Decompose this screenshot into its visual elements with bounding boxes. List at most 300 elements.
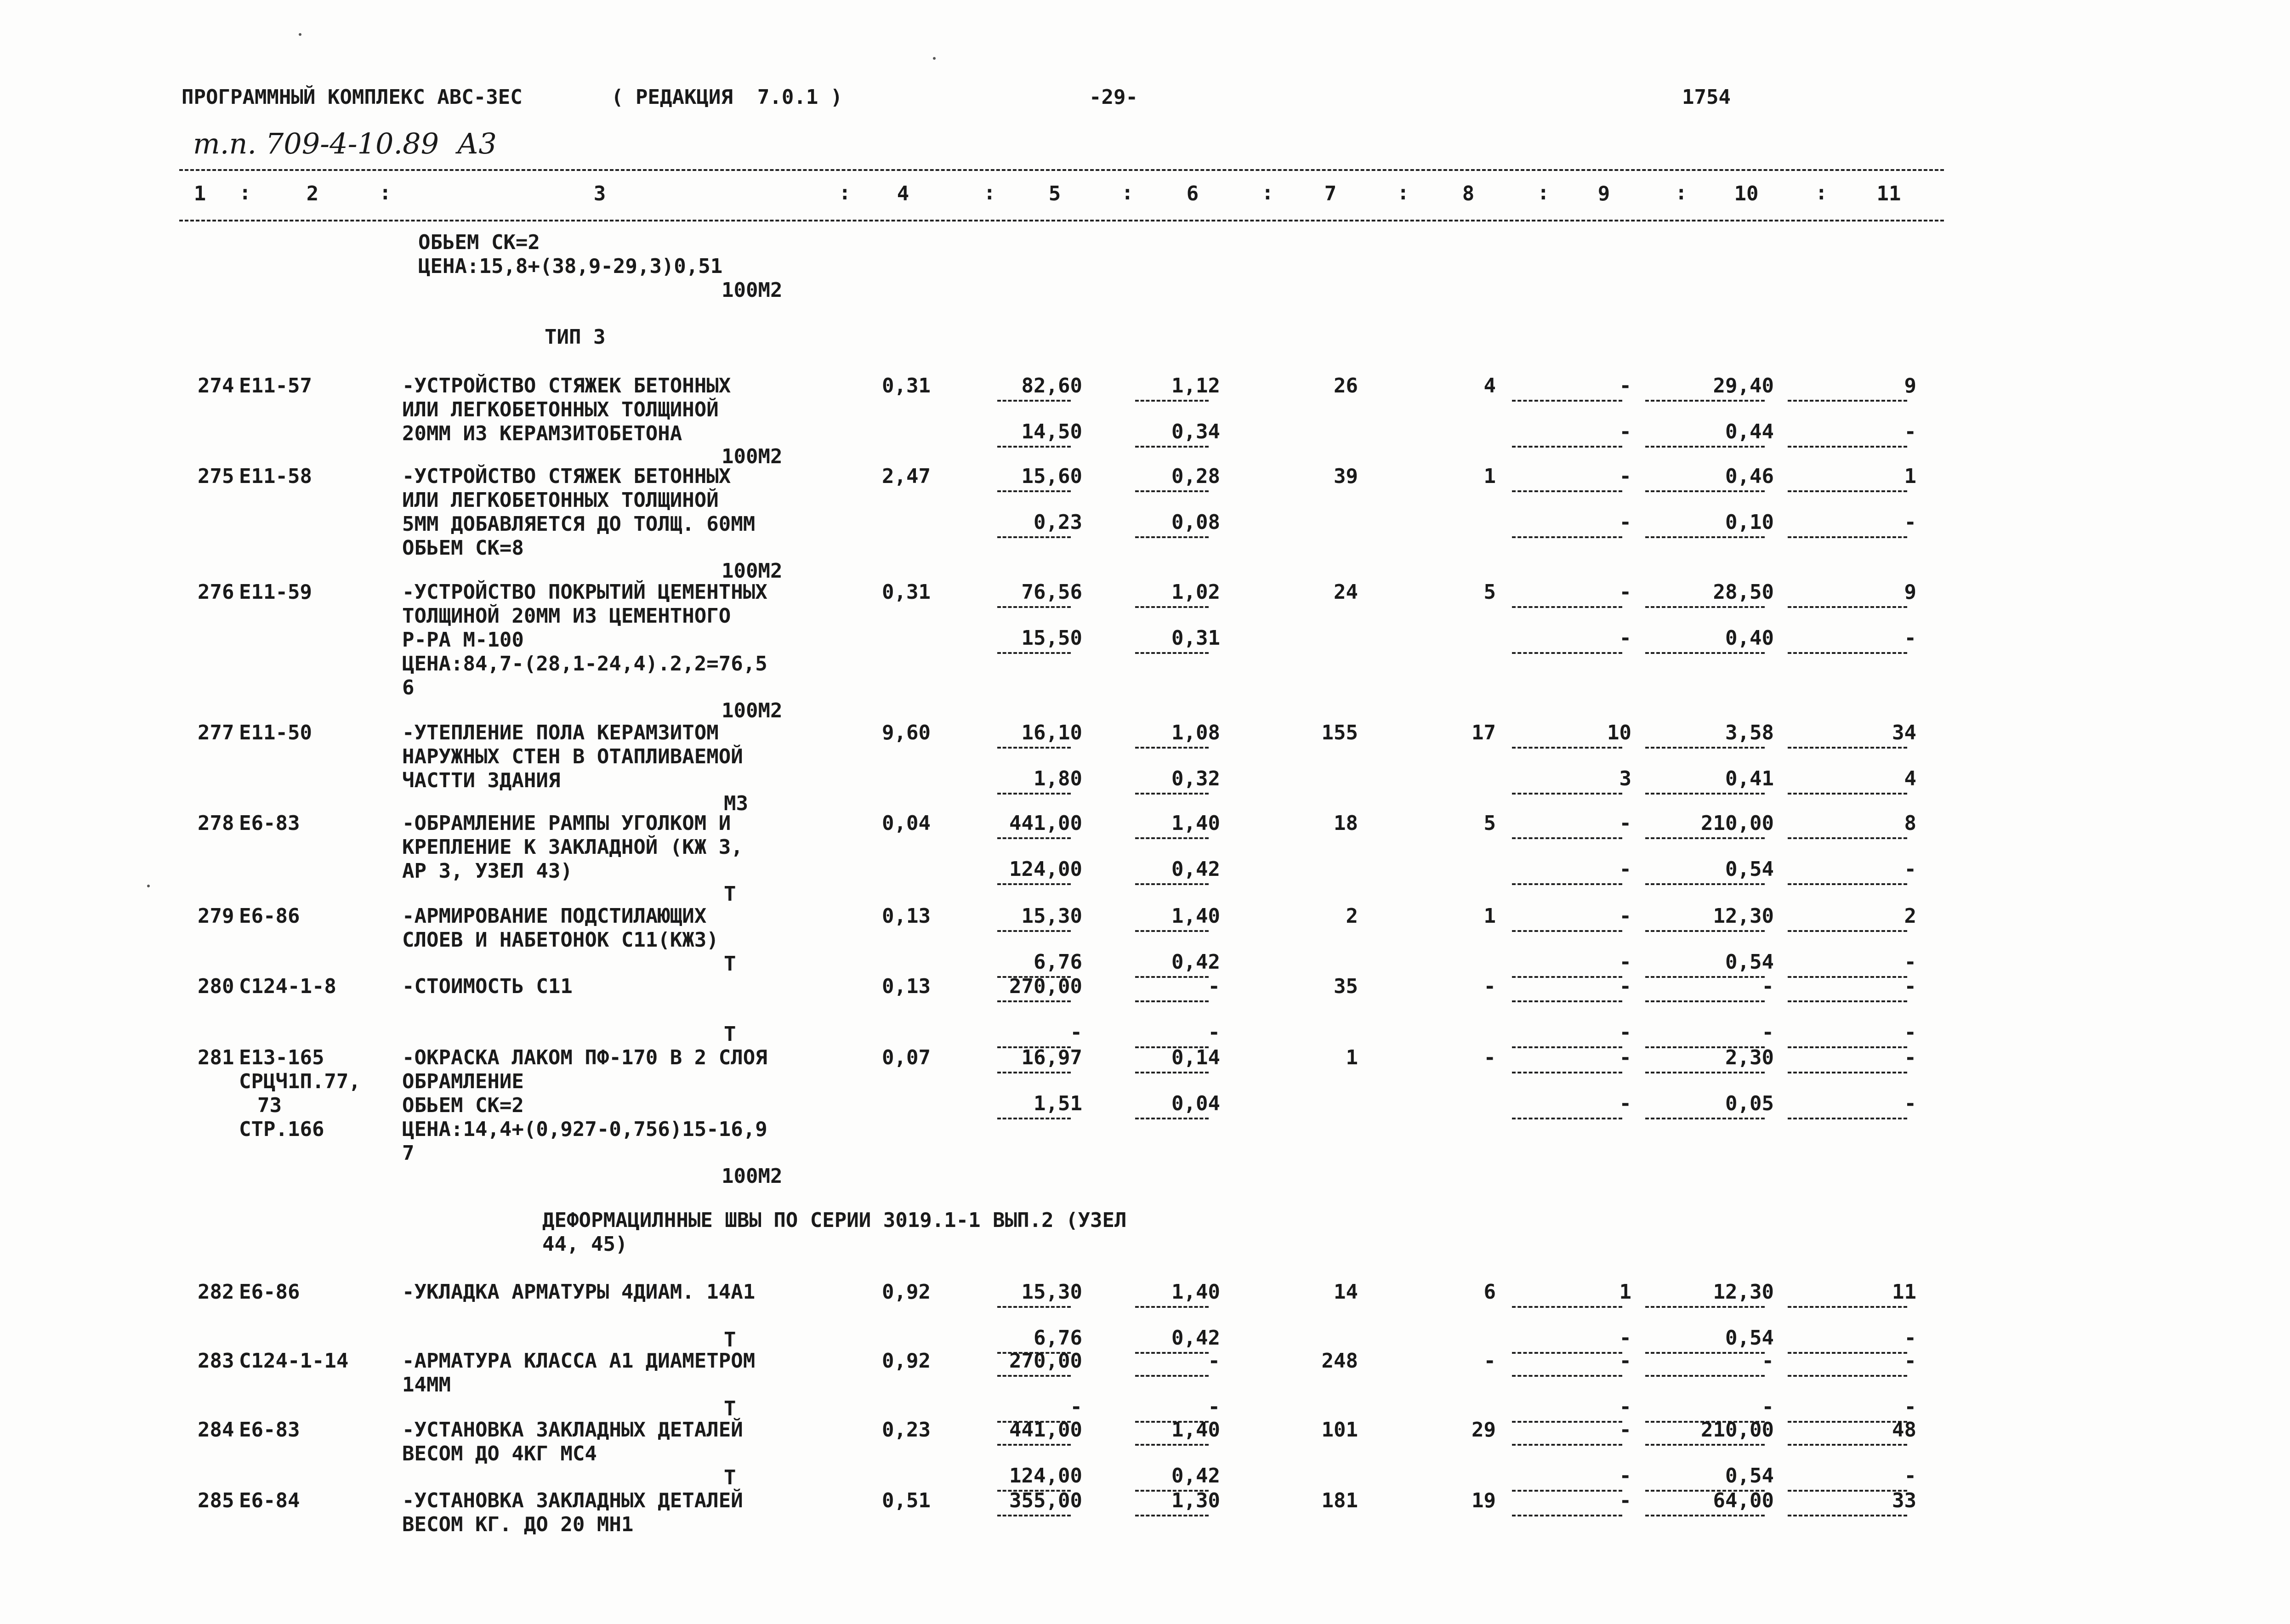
section-title-deform-line2: 44, 45): [542, 1232, 628, 1256]
row-c4: 0,13: [882, 904, 931, 928]
row-c4: 0,92: [882, 1349, 931, 1373]
value-underline: [1135, 747, 1209, 749]
value-underline: [1788, 1515, 1907, 1516]
row-c6: -: [1208, 1349, 1220, 1373]
value-underline: [1788, 930, 1907, 932]
row-number: 276: [198, 580, 234, 604]
row-description: ОБЬЕМ СК=8: [402, 536, 524, 560]
row-c4: 0,31: [882, 374, 931, 397]
row-code: С124-1-14: [239, 1349, 349, 1373]
row-b6: 0,32: [1171, 767, 1220, 790]
row-c10: 12,30: [1713, 904, 1774, 928]
row-b9: -: [1619, 857, 1631, 881]
value-underline: [1645, 1375, 1765, 1377]
row-b11: -: [1904, 1092, 1916, 1115]
row-b6: 0,31: [1171, 626, 1220, 650]
row-number: 284: [198, 1418, 234, 1442]
row-description: ЦЕНА:84,7-(28,1-24,4).2,2=76,5: [402, 652, 767, 676]
value-underline: [1512, 793, 1622, 795]
row-c10: 2,30: [1725, 1046, 1774, 1069]
row-c10: -: [1762, 975, 1774, 998]
row-b9: -: [1619, 1326, 1631, 1350]
row-b6: 0,04: [1171, 1092, 1220, 1115]
row-c6: 1,02: [1171, 580, 1220, 604]
row-c4: 0,31: [882, 580, 931, 604]
row-b5: 1,51: [1034, 1092, 1082, 1115]
column-separator: :: [1397, 181, 1409, 204]
row-number: 274: [198, 374, 234, 397]
page-number: -29-: [1089, 85, 1138, 109]
row-c10: 12,30: [1713, 1280, 1774, 1304]
value-underline: [1645, 536, 1765, 538]
value-underline: [1788, 747, 1907, 749]
column-header-8: 8: [1462, 182, 1475, 205]
row-unit: Т: [724, 952, 736, 976]
row-description: Р-РА М-100: [402, 628, 524, 652]
row-description: -АРМИРОВАНИЕ ПОДСТИЛАЮЩИХ: [402, 904, 707, 928]
value-underline: [1135, 1000, 1209, 1002]
row-c7: 26: [1334, 374, 1358, 397]
row-b10: -: [1762, 1395, 1774, 1419]
row-description: -УСТАНОВКА ЗАКЛАДНЫХ ДЕТАЛЕЙ: [402, 1489, 743, 1512]
column-separator: :: [1261, 181, 1274, 204]
column-separator: :: [1121, 181, 1134, 204]
column-header-9: 9: [1597, 182, 1610, 205]
row-c7: 101: [1321, 1418, 1358, 1442]
value-underline: [1788, 1306, 1907, 1308]
row-b5: 15,50: [1021, 626, 1082, 650]
value-underline: [1512, 1444, 1622, 1446]
row-description: -ОБРАМЛЕНИЕ РАМПЫ УГОЛКОМ И: [402, 812, 731, 835]
row-code: Е11-57: [239, 374, 312, 397]
row-c9: -: [1619, 975, 1631, 998]
row-code: Е11-50: [239, 721, 312, 744]
value-underline: [1512, 1515, 1622, 1516]
program-title: ПРОГРАММНЫЙ КОМПЛЕКС АВС-3ЕС: [182, 85, 523, 109]
value-underline: [1645, 1072, 1765, 1073]
value-underline: [1512, 1000, 1622, 1002]
row-b9: -: [1619, 1021, 1631, 1044]
row-b6: 0,42: [1171, 950, 1220, 974]
row-code: Е13-165: [239, 1046, 324, 1069]
value-underline: [997, 793, 1071, 795]
value-underline: [1512, 536, 1622, 538]
row-b9: -: [1619, 1092, 1631, 1115]
row-c6: 1,08: [1171, 721, 1220, 744]
row-description: КРЕПЛЕНИЕ К ЗАКЛАДНОЙ (КЖ 3,: [402, 835, 743, 859]
row-description: -АРМАТУРА КЛАССА А1 ДИАМЕТРОМ: [402, 1349, 756, 1373]
row-description: АР 3, УЗЕЛ 43): [402, 859, 573, 883]
row-description: -СТОИМОСТЬ С11: [402, 975, 573, 998]
row-description: ЦЕНА:14,4+(0,927-0,756)15-16,9: [402, 1118, 767, 1141]
column-separator: :: [1537, 181, 1550, 204]
row-c5: 270,00: [1009, 1349, 1082, 1373]
row-number: 275: [198, 465, 234, 488]
row-description: ВЕСОМ КГ. ДО 20 МН1: [402, 1513, 634, 1536]
row-b5: -: [1070, 1395, 1082, 1419]
column-separator: :: [1815, 181, 1828, 204]
value-underline: [997, 1072, 1071, 1073]
row-b6: 0,34: [1171, 420, 1220, 443]
value-underline: [1645, 883, 1765, 885]
row-code: Е6-83: [239, 812, 300, 835]
scan-speck: [147, 885, 150, 887]
value-underline: [1645, 446, 1765, 448]
value-underline: [1135, 400, 1209, 402]
row-description: 7: [402, 1141, 415, 1165]
row-unit: Т: [724, 1466, 736, 1489]
preamble-price: ЦЕНА:15,8+(38,9-29,3)0,51: [418, 255, 723, 278]
row-c8: 4: [1483, 374, 1496, 397]
row-c11: -: [1904, 1046, 1916, 1069]
row-b10: 0,40: [1725, 626, 1774, 650]
row-c10: 210,00: [1701, 812, 1774, 835]
row-description: ОБЬЕМ СК=2: [402, 1094, 524, 1117]
value-underline: [1645, 1444, 1765, 1446]
value-underline: [997, 837, 1071, 839]
value-underline: [1512, 747, 1622, 749]
row-b9: 3: [1619, 767, 1631, 790]
row-c10: -: [1762, 1349, 1774, 1373]
column-header-7: 7: [1324, 182, 1337, 205]
row-c10: 29,40: [1713, 374, 1774, 397]
row-c11: 1: [1904, 465, 1916, 488]
row-c9: -: [1619, 1418, 1631, 1442]
value-underline: [1788, 837, 1907, 839]
row-c4: 0,92: [882, 1280, 931, 1304]
row-c9: -: [1619, 1046, 1631, 1069]
column-header-1: 1: [193, 182, 206, 205]
row-c7: 14: [1334, 1280, 1358, 1304]
header-bottom-rule: [179, 220, 1944, 224]
value-underline: [1512, 1118, 1622, 1119]
row-c7: 248: [1321, 1349, 1358, 1373]
column-header-5: 5: [1048, 182, 1061, 205]
row-c8: 1: [1483, 465, 1496, 488]
row-unit: 100М2: [722, 1164, 783, 1188]
row-unit: 100М2: [722, 699, 783, 722]
row-b11: -: [1904, 1464, 1916, 1488]
row-b10: -: [1762, 1021, 1774, 1044]
row-b11: -: [1904, 857, 1916, 881]
row-description: НАРУЖНЫХ СТЕН В ОТАПЛИВАЕМОЙ: [402, 745, 743, 768]
value-underline: [1788, 606, 1907, 608]
row-c6: 0,14: [1171, 1046, 1220, 1069]
row-c4: 2,47: [882, 465, 931, 488]
value-underline: [1645, 793, 1765, 795]
row-b6: 0,42: [1171, 1464, 1220, 1488]
row-description: ВЕСОМ ДО 4КГ МС4: [402, 1442, 597, 1465]
value-underline: [1135, 793, 1209, 795]
row-description: -УСТРОЙСТВО СТЯЖЕК БЕТОННЫХ: [402, 465, 731, 488]
row-c11: 8: [1904, 812, 1916, 835]
row-b6: -: [1208, 1021, 1220, 1044]
column-separator: :: [379, 181, 392, 204]
row-c9: -: [1619, 1349, 1631, 1373]
row-b10: 0,54: [1725, 857, 1774, 881]
row-c5: 441,00: [1009, 812, 1082, 835]
row-c6: 0,28: [1171, 465, 1220, 488]
value-underline: [1135, 490, 1209, 492]
value-underline: [1512, 400, 1622, 402]
value-underline: [1512, 606, 1622, 608]
handwritten-note: т.п. 709-4-10.89 А3: [193, 127, 497, 160]
value-underline: [997, 1306, 1071, 1308]
row-code: Е6-84: [239, 1489, 300, 1512]
row-b10: 0,10: [1725, 511, 1774, 534]
row-b11: -: [1904, 1021, 1916, 1044]
value-underline: [1645, 1306, 1765, 1308]
row-c7: 18: [1334, 812, 1358, 835]
value-underline: [1788, 400, 1907, 402]
value-underline: [1788, 536, 1907, 538]
row-c5: 15,30: [1021, 1280, 1082, 1304]
row-c5: 82,60: [1021, 374, 1082, 397]
value-underline: [997, 490, 1071, 492]
row-description: ОБРАМЛЕНИЕ: [402, 1070, 524, 1093]
value-underline: [1135, 930, 1209, 932]
section-title-type3: ТИП 3: [545, 325, 606, 349]
row-c7: 2: [1346, 904, 1358, 928]
row-c11: 11: [1892, 1280, 1916, 1304]
row-code: Е6-86: [239, 1280, 300, 1304]
row-unit: Т: [724, 882, 736, 906]
section-title-deform-line1: ДЕФОРМАЦИЛННЫЕ ШВЫ ПО СЕРИИ 3019.1-1 ВЫП.2 (УЗЕЛ: [542, 1209, 1127, 1232]
value-underline: [997, 883, 1071, 885]
row-b10: 0,54: [1725, 1326, 1774, 1350]
row-c10: 3,58: [1725, 721, 1774, 744]
row-b5: -: [1070, 1021, 1082, 1044]
column-header-3: 3: [593, 182, 606, 205]
row-c6: -: [1208, 975, 1220, 998]
value-underline: [997, 1118, 1071, 1119]
row-c4: 0,51: [882, 1489, 931, 1512]
row-c8: 1: [1483, 904, 1496, 928]
row-b5: 0,23: [1034, 511, 1082, 534]
value-underline: [1788, 1375, 1907, 1377]
row-description: ИЛИ ЛЕГКОБЕТОННЫХ ТОЛЩИНОЙ: [402, 398, 719, 421]
row-c8: 19: [1472, 1489, 1496, 1512]
value-underline: [1788, 793, 1907, 795]
row-c5: 16,10: [1021, 721, 1082, 744]
row-unit: Т: [724, 1328, 736, 1351]
row-c8: 5: [1483, 580, 1496, 604]
row-c6: 1,40: [1171, 1280, 1220, 1304]
row-b10: 0,54: [1725, 1464, 1774, 1488]
row-c9: -: [1619, 374, 1631, 397]
row-c9: -: [1619, 812, 1631, 835]
row-code: Е6-83: [239, 1418, 300, 1442]
value-underline: [997, 747, 1071, 749]
row-c6: 1,30: [1171, 1489, 1220, 1512]
value-underline: [997, 446, 1071, 448]
row-c8: 5: [1483, 812, 1496, 835]
value-underline: [1512, 837, 1622, 839]
row-description: ТОЛЩИНОЙ 20ММ ИЗ ЦЕМЕНТНОГО: [402, 604, 731, 628]
row-c10: 64,00: [1713, 1489, 1774, 1512]
scan-speck: [299, 33, 301, 36]
row-description: ИЛИ ЛЕГКОБЕТОННЫХ ТОЛЩИНОЙ: [402, 488, 719, 512]
row-b11: 4: [1904, 767, 1916, 790]
row-b9: -: [1619, 420, 1631, 443]
column-header-6: 6: [1186, 182, 1199, 205]
row-description: ЧАСТТИ ЗДАНИЯ: [402, 769, 561, 792]
row-c7: 181: [1321, 1489, 1358, 1512]
row-c11: 9: [1904, 580, 1916, 604]
row-c7: 24: [1334, 580, 1358, 604]
row-c11: -: [1904, 975, 1916, 998]
value-underline: [1645, 652, 1765, 654]
row-b10: 0,44: [1725, 420, 1774, 443]
value-underline: [1135, 652, 1209, 654]
row-b5: 124,00: [1009, 1464, 1082, 1488]
value-underline: [1645, 837, 1765, 839]
value-underline: [1135, 1072, 1209, 1073]
row-b5: 6,76: [1034, 1326, 1082, 1350]
value-underline: [1512, 652, 1622, 654]
row-c5: 15,60: [1021, 465, 1082, 488]
header-top-rule: [179, 169, 1944, 173]
row-number: 277: [198, 721, 234, 744]
row-code: Е11-58: [239, 465, 312, 488]
value-underline: [1645, 747, 1765, 749]
value-underline: [1788, 1444, 1907, 1446]
row-b9: -: [1619, 626, 1631, 650]
row-c4: 0,23: [882, 1418, 931, 1442]
value-underline: [1512, 446, 1622, 448]
value-underline: [1645, 606, 1765, 608]
row-b11: -: [1904, 1326, 1916, 1350]
value-underline: [1135, 536, 1209, 538]
row-b10: 0,54: [1725, 950, 1774, 974]
value-underline: [997, 1375, 1071, 1377]
value-underline: [1645, 1118, 1765, 1119]
value-underline: [1135, 606, 1209, 608]
row-c6: 1,40: [1171, 904, 1220, 928]
row-c10: 0,46: [1725, 465, 1774, 488]
row-c9: -: [1619, 465, 1631, 488]
row-c4: 9,60: [882, 721, 931, 744]
row-c6: 1,40: [1171, 1418, 1220, 1442]
row-description: 6: [402, 676, 415, 699]
row-c8: 29: [1472, 1418, 1496, 1442]
row-c8: 17: [1472, 721, 1496, 744]
row-number: 285: [198, 1489, 234, 1512]
row-b11: -: [1904, 420, 1916, 443]
column-header-4: 4: [897, 182, 909, 205]
row-description: -УСТАНОВКА ЗАКЛАДНЫХ ДЕТАЛЕЙ: [402, 1418, 743, 1442]
value-underline: [1512, 1072, 1622, 1073]
value-underline: [997, 1000, 1071, 1002]
row-c7: 1: [1346, 1046, 1358, 1069]
value-underline: [1135, 1515, 1209, 1516]
row-b5: 14,50: [1021, 420, 1082, 443]
value-underline: [997, 1515, 1071, 1516]
row-code: С124-1-8: [239, 975, 336, 998]
column-separator: :: [239, 181, 251, 204]
row-number: 280: [198, 975, 234, 998]
row-description: 5ММ ДОБАВЛЯЕТСЯ ДО ТОЛЩ. 60ММ: [402, 512, 756, 536]
row-b5: 6,76: [1034, 950, 1082, 974]
edition-label: ( РЕДАКЦИЯ 7.0.1 ): [611, 85, 843, 109]
row-b6: -: [1208, 1395, 1220, 1419]
row-c6: 1,12: [1171, 374, 1220, 397]
column-separator: :: [983, 181, 996, 204]
value-underline: [1788, 1072, 1907, 1073]
row-description: -УТЕПЛЕНИЕ ПОЛА КЕРАМЗИТОМ: [402, 721, 719, 744]
row-code: Е11-59: [239, 580, 312, 604]
row-b6: 0,42: [1171, 1326, 1220, 1350]
preamble-unit: 100М2: [722, 278, 783, 302]
row-c10: 210,00: [1701, 1418, 1774, 1442]
value-underline: [1512, 883, 1622, 885]
row-c4: 0,13: [882, 975, 931, 998]
row-c7: 39: [1334, 465, 1358, 488]
value-underline: [1645, 490, 1765, 492]
value-underline: [1512, 1375, 1622, 1377]
row-unit: Т: [724, 1022, 736, 1046]
row-b9: -: [1619, 511, 1631, 534]
value-underline: [997, 930, 1071, 932]
scan-speck: [933, 57, 936, 60]
row-number: 278: [198, 812, 234, 835]
row-c9: 1: [1619, 1280, 1631, 1304]
value-underline: [1788, 652, 1907, 654]
row-c11: 33: [1892, 1489, 1916, 1512]
row-b9: -: [1619, 1464, 1631, 1488]
row-b10: 0,05: [1725, 1092, 1774, 1115]
row-description: -УСТРОЙСТВО ПОКРЫТИЙ ЦЕМЕНТНЫХ: [402, 580, 767, 604]
row-description: 20ММ ИЗ КЕРАМЗИТОБЕТОНА: [402, 422, 682, 445]
row-unit: 100М2: [722, 559, 783, 583]
value-underline: [997, 536, 1071, 538]
row-b6: 0,42: [1171, 857, 1220, 881]
row-c8: -: [1483, 1349, 1496, 1373]
row-unit: М3: [724, 792, 748, 815]
column-separator: :: [839, 181, 851, 204]
row-c7: 35: [1334, 975, 1358, 998]
row-c9: -: [1619, 580, 1631, 604]
row-description: 14ММ: [402, 1373, 451, 1397]
row-code: СТР.166: [239, 1118, 324, 1141]
row-unit: 100М2: [722, 445, 783, 468]
row-c11: -: [1904, 1349, 1916, 1373]
row-c8: -: [1483, 1046, 1496, 1069]
row-b5: 1,80: [1034, 767, 1082, 790]
value-underline: [997, 1444, 1071, 1446]
row-c4: 0,07: [882, 1046, 931, 1069]
value-underline: [997, 652, 1071, 654]
value-underline: [1135, 1118, 1209, 1119]
value-underline: [1645, 400, 1765, 402]
row-code: Е6-86: [239, 904, 300, 928]
value-underline: [997, 606, 1071, 608]
row-c4: 0,04: [882, 812, 931, 835]
row-b11: -: [1904, 626, 1916, 650]
row-c11: 48: [1892, 1418, 1916, 1442]
value-underline: [1135, 1444, 1209, 1446]
row-b5: 124,00: [1009, 857, 1082, 881]
row-code: 73: [257, 1094, 282, 1117]
value-underline: [1645, 930, 1765, 932]
row-c9: -: [1619, 1489, 1631, 1512]
row-b11: -: [1904, 950, 1916, 974]
row-number: 283: [198, 1349, 234, 1373]
row-number: 281: [198, 1046, 234, 1069]
row-c8: -: [1483, 975, 1496, 998]
value-underline: [1788, 883, 1907, 885]
column-header-10: 10: [1734, 182, 1759, 205]
